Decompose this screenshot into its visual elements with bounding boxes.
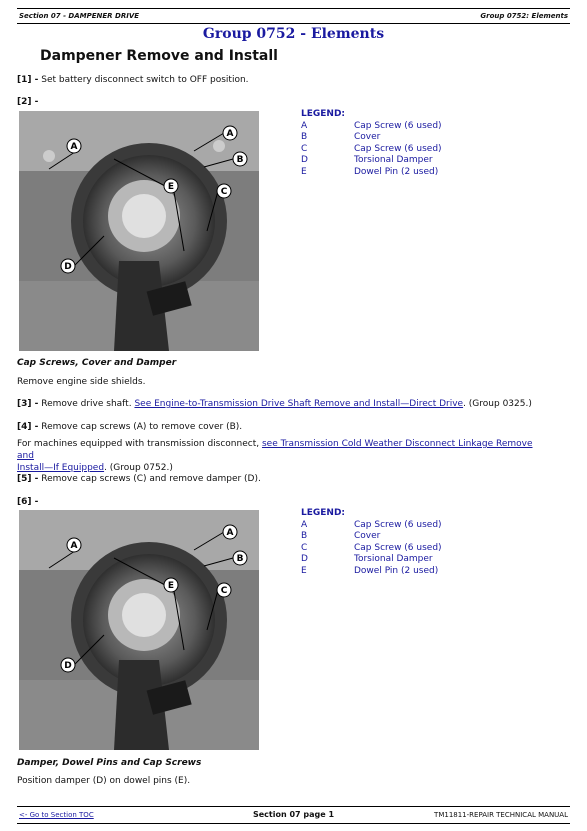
group-label: Group 0752: Elements — [480, 12, 568, 20]
svg-text:D: D — [64, 661, 72, 671]
legend-row: D Torsional Damper — [301, 554, 433, 564]
svg-text:A: A — [70, 541, 78, 551]
page-title: Dampener Remove and Install — [40, 48, 278, 64]
page-footer — [17, 806, 570, 824]
step-4: [4] - Remove cap screws (A) to remove cover (B). — [17, 422, 243, 432]
figure-caption-1: Cap Screws, Cover and Damper — [17, 358, 177, 368]
callout-b — [233, 551, 247, 565]
legend-row: B Cover — [301, 132, 381, 142]
svg-text:A: A — [226, 528, 234, 538]
drive-shaft-link[interactable]: See Engine-to-Transmission Drive Shaft Remove and Install—Direct Drive — [134, 399, 464, 409]
step-number: [1] - — [17, 75, 39, 85]
text-position: Position damper (D) on dowel pins (E). — [17, 776, 191, 786]
legend-row: A Cap Screw (6 used) — [301, 519, 442, 530]
callout-e — [164, 578, 178, 592]
manual-title: TM11811-REPAIR TECHNICAL MANUAL — [434, 811, 568, 819]
svg-text:C: C — [220, 187, 228, 197]
svg-text:A: A — [70, 142, 78, 152]
legend-row: C Cap Screw (6 used) — [301, 542, 442, 553]
damper-photo-2 — [19, 510, 259, 750]
group-title: Group 0752 - Elements — [202, 26, 385, 42]
callout-e — [164, 179, 178, 193]
text-machines: For machines equipped with transmission disconnect, see Transmission Cold Weather Disconnect Linkage Remove and Install—If Equipped. (Group 0752.) — [17, 439, 533, 473]
legend-row: E Dowel Pin (2 used) — [301, 166, 439, 177]
svg-text:E: E — [167, 581, 175, 591]
svg-text:D: D — [64, 262, 72, 272]
step-text: Set battery disconnect switch to OFF position. — [41, 75, 249, 85]
section-toc-link[interactable]: <- Go to Section TOC — [19, 811, 94, 819]
legend-row: C Cap Screw (6 used) — [301, 143, 442, 154]
svg-text:C: C — [220, 586, 228, 596]
step-2-number: [2] - — [17, 97, 39, 107]
legend-row: A Cap Screw (6 used) — [301, 120, 442, 131]
disconnect-linkage-link-cont[interactable]: Install—If Equipped — [17, 463, 105, 473]
text-shields: Remove engine side shields. — [17, 377, 146, 387]
callout-a — [67, 538, 81, 552]
legend-row: D Torsional Damper — [301, 155, 433, 165]
callout-c — [217, 184, 231, 198]
svg-text:A: A — [226, 129, 234, 139]
step-6-number: [6] - — [17, 497, 39, 507]
legend-title: LEGEND: — [301, 109, 346, 119]
section-label: Section 07 - DAMPENER DRIVE — [19, 12, 140, 20]
callout-b — [233, 152, 247, 166]
step-1 — [17, 74, 249, 86]
page-number: Section 07 page 1 — [252, 810, 335, 819]
page-header — [17, 8, 570, 24]
callout-a — [67, 139, 81, 153]
callout-a — [223, 126, 237, 140]
figure-caption-2: Damper, Dowel Pins and Cap Screws — [17, 758, 202, 768]
legend-1 — [301, 109, 442, 178]
legend-2 — [301, 508, 442, 577]
legend-row: E Dowel Pin (2 used) — [301, 565, 439, 576]
callout-c — [217, 583, 231, 597]
svg-text:E: E — [167, 182, 175, 192]
damper-photo-1 — [19, 111, 259, 351]
callout-a — [223, 525, 237, 539]
callout-d — [61, 259, 75, 273]
svg-text:B: B — [236, 554, 244, 564]
callout-d — [61, 658, 75, 672]
legend-title: LEGEND: — [301, 508, 346, 518]
step-5: [5] - Remove cap screws (C) and remove damper (D). — [17, 474, 261, 484]
legend-row: B Cover — [301, 531, 381, 541]
disconnect-linkage-link[interactable]: see Transmission Cold Weather Disconnect Linkage Remove and — [17, 439, 533, 461]
svg-text:B: B — [236, 155, 244, 165]
step-3: [3] - Remove drive shaft. See Engine-to-Transmission Drive Shaft Remove and Install—Direct Drive. (Group 0325.) — [17, 399, 532, 409]
